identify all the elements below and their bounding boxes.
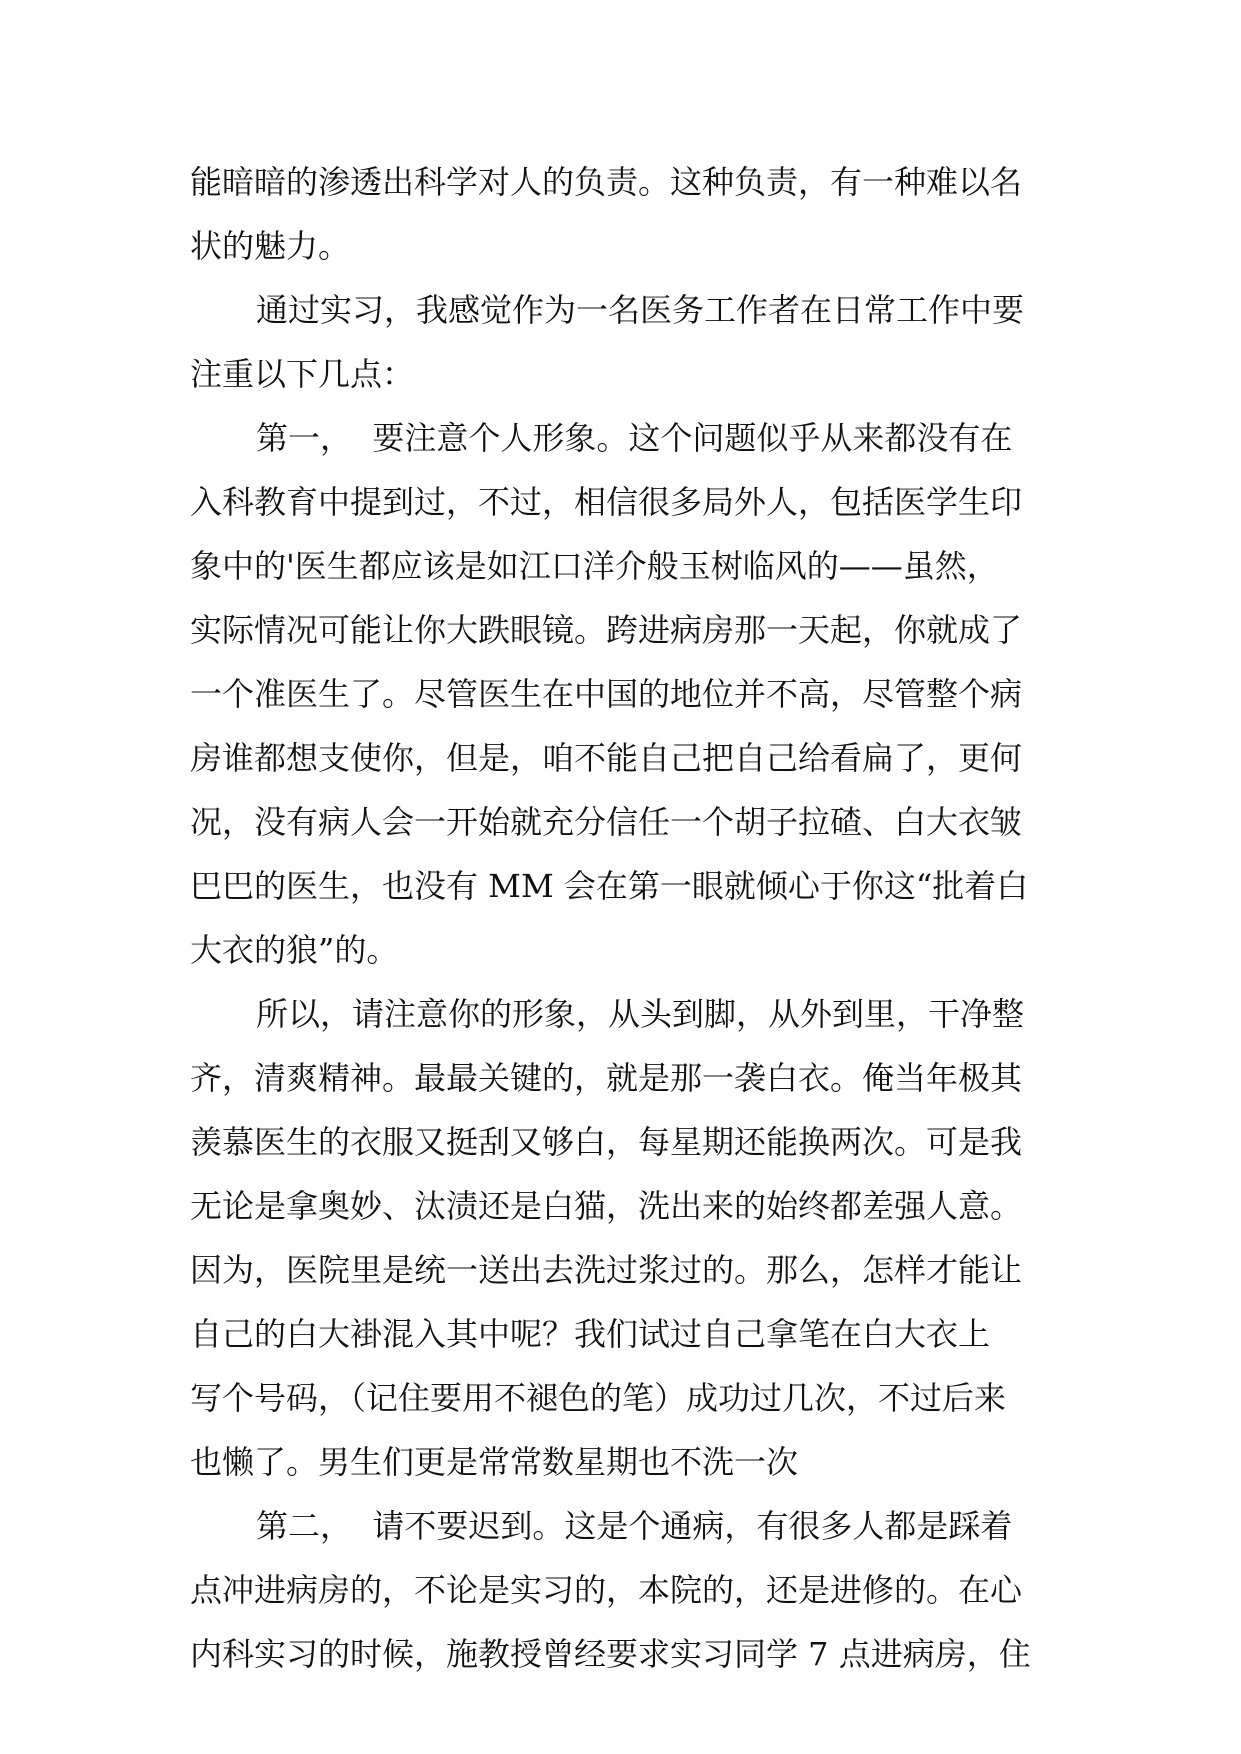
paragraph-start-line: 第一， 要注意个人形象。这个问题似乎从来都没有在 [256,419,1013,457]
text-line: 注重以下几点： [190,355,415,393]
text-line: 入科教育中提到过，不过，相信很多局外人，包括医学生印 [190,483,1023,521]
paragraph-start-line: 第二， 请不要迟到。这是个通病，有很多人都是踩着 [256,1507,1013,1545]
body-text [190,150,1070,1686]
text-line: 状的魅力。 [190,227,351,265]
text-line: 象中的'医生都应该是如江口洋介般玉树临风的——虽然， [190,547,999,585]
text-line: 齐，清爽精神。最最关键的，就是那一袭白衣。俺当年极其 [190,1059,1023,1097]
text-line: 无论是拿奥妙、汰渍还是白猫，洗出来的始终都差强人意。 [190,1187,1023,1225]
text-line: 点冲进病房的，不论是实习的，本院的，还是进修的。在心 [190,1571,1023,1609]
text-line: 因为，医院里是统一送出去洗过浆过的。那么，怎样才能让 [190,1251,1023,1289]
text-line: 也懒了。男生们更是常常数星期也不洗一次 [190,1443,799,1481]
text-line: 实际情况可能让你大跌眼镜。跨进病房那一天起，你就成了 [190,611,1023,649]
paragraph-start-line: 所以，请注意你的形象，从头到脚，从外到里，干净整 [256,995,1025,1033]
text-line: 能暗暗的渗透出科学对人的负责。这种负责，有一种难以名 [190,163,1023,201]
text-line: 自己的白大褂混入其中呢？我们试过自己拿笔在白大衣上 [190,1315,991,1353]
text-line: 巴巴的医生，也没有 MM 会在第一眼就倾心于你这“批着白 [190,867,1029,905]
text-line: 一个准医生了。尽管医生在中国的地位并不高，尽管整个病 [190,675,1023,713]
text-line: 房谁都想支使你，但是，咱不能自己把自己给看扁了，更何 [190,739,1023,777]
text-line: 写个号码，（记住要用不褪色的笔）成功过几次，不过后来 [190,1379,1007,1417]
text-line: 况，没有病人会一开始就充分信任一个胡子拉碴、白大衣皱 [190,803,1023,841]
paragraph-start-line: 通过实习，我感觉作为一名医务工作者在日常工作中要 [256,291,1025,329]
text-line: 羡慕医生的衣服又挺刮又够白，每星期还能换两次。可是我 [190,1123,1023,1161]
text-line: 内科实习的时候，施教授曾经要求实习同学 7 点进病房，住 [190,1635,1031,1673]
text-line: 大衣的狼”的。 [190,931,399,969]
